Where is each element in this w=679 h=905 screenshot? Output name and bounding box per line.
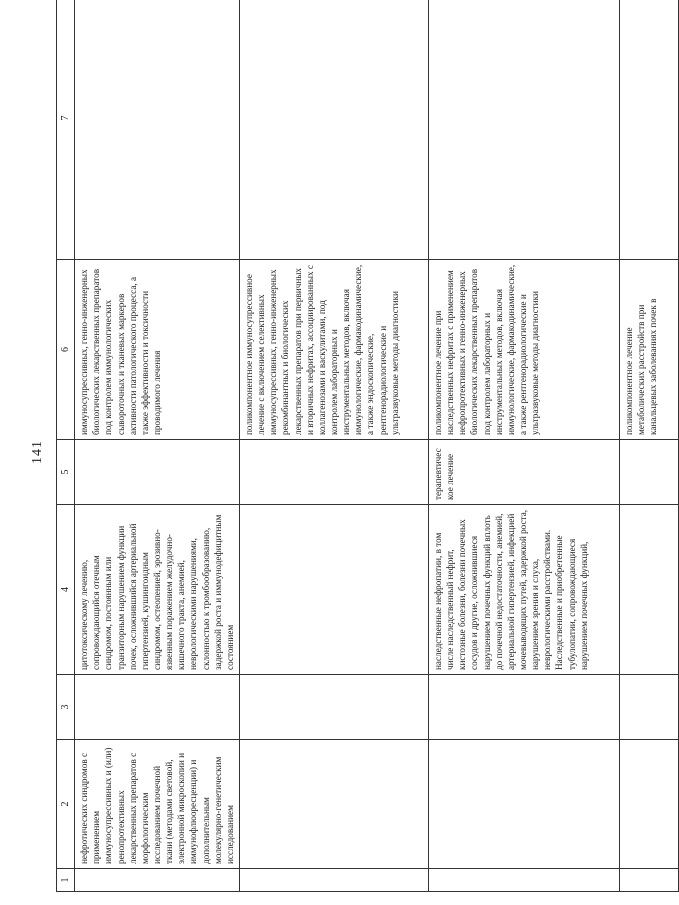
- page-number: 141: [30, 440, 45, 464]
- table-cell: [240, 0, 429, 260]
- table-cell: терапевтическое лечение: [429, 440, 620, 505]
- column-header-3: 3: [57, 675, 75, 740]
- column-header-4: 4: [57, 505, 75, 675]
- table-cell: [620, 869, 679, 892]
- table-cell: [240, 675, 429, 740]
- table-cell: [429, 869, 620, 892]
- column-header-6: 6: [57, 260, 75, 440]
- table-cell: [429, 740, 620, 869]
- table-cell: иммуносупрессивных, генно-инженерных биологических лекарственных препаратов под контролем иммунологических сывороточных и тканевых маркеров активности патологического процесса, а также эффективности и токсичности проводимого лечения: [75, 260, 240, 440]
- table-cell: [620, 740, 679, 869]
- column-header-5: 5: [57, 440, 75, 505]
- table-cell: [240, 740, 429, 869]
- table-cell: поликомпонентное иммуносупрессивное лечение с включением селективных иммуносупрессивных, генно-инженерных рекомбинантных и биологических лекарственных препаратов при первичных и вторичных нефритах, ассоциированных с коллагенозами и васкулитами, под контролем лабораторных и инструментальных методов, включая иммунологические, фармакодинамические, а также эндоскопические, рентгенорадиологические и ультразвуковые методы диагностики: [240, 260, 429, 440]
- table-cell: [429, 0, 620, 260]
- table-header-row: [57, 0, 75, 892]
- table-cell: цитотоксическому лечению, сопровождающийся отечным синдромом, постоянным или транзиторным нарушением функции почек, осложнившийся артериальной гипертензией, кушингоидным синдромом, остеопенией, эрозивно-язвенным поражением желудочно-кишечного тракта, анемией, неврологическими нарушениями, склонностью к тромбообразованию, задержкой роста и иммунодефицитным состоянием: [75, 505, 240, 675]
- table-cell: [75, 440, 240, 505]
- column-header-2: 2: [57, 740, 75, 869]
- table-cell: [240, 440, 429, 505]
- table-cell: [429, 675, 620, 740]
- column-header-7: 7: [57, 0, 75, 260]
- table-cell: поликомпонентное лечение метаболических расстройств при канальцевых заболеваниях почек в: [620, 260, 679, 440]
- column-header-1: 1: [57, 869, 75, 892]
- table-cell: нефротических синдромов с применением иммуносупрессивных и (или) ренопротективных лекарственных препаратов с морфологическим исследованием почечной ткани (методами световой, электронной микроскопии и иммунофлюоресценции) и дополнительным молекулярно-генетическим исследованием: [75, 740, 240, 869]
- table-row: [429, 0, 620, 892]
- table-cell: поликомпонентное лечение при наследственных нефритах с применением нефропротективных и генно-инженерных биологических лекарственных препаратов под контролем лабораторных и инструментальных методов, включая иммунологические, фармакодинамические, а также рентгенорадиологические и ультразвуковые методы диагностики: [429, 260, 620, 440]
- table-row: [75, 0, 240, 892]
- table-cell: [620, 0, 679, 260]
- table-cell: [620, 440, 679, 505]
- table-cell: [75, 0, 240, 260]
- table-row: [240, 0, 429, 892]
- table-cell: наследственные нефропатии, в том числе наследственный нефрит, кистозные болезни, болезни почечных сосудов и другие, осложнившиеся нарушением почечных функций вплоть до почечной недостаточности, анемией, артериальной гипертензией, инфекцией мочевыводящих путей, задержкой роста, нарушением зрения и слуха, неврологическими расстройствами. Наследственные и приобретенные тубулопатии, сопровождающиеся нарушением почечных функций,: [429, 505, 620, 675]
- table-cell: [620, 675, 679, 740]
- rotated-page: [20, 12, 659, 892]
- treatment-table: [56, 0, 679, 892]
- table-cell: [620, 505, 679, 675]
- table-row: [620, 0, 679, 892]
- table-cell: [240, 869, 429, 892]
- table-cell: [75, 869, 240, 892]
- table-cell: [240, 505, 429, 675]
- table-cell: [75, 675, 240, 740]
